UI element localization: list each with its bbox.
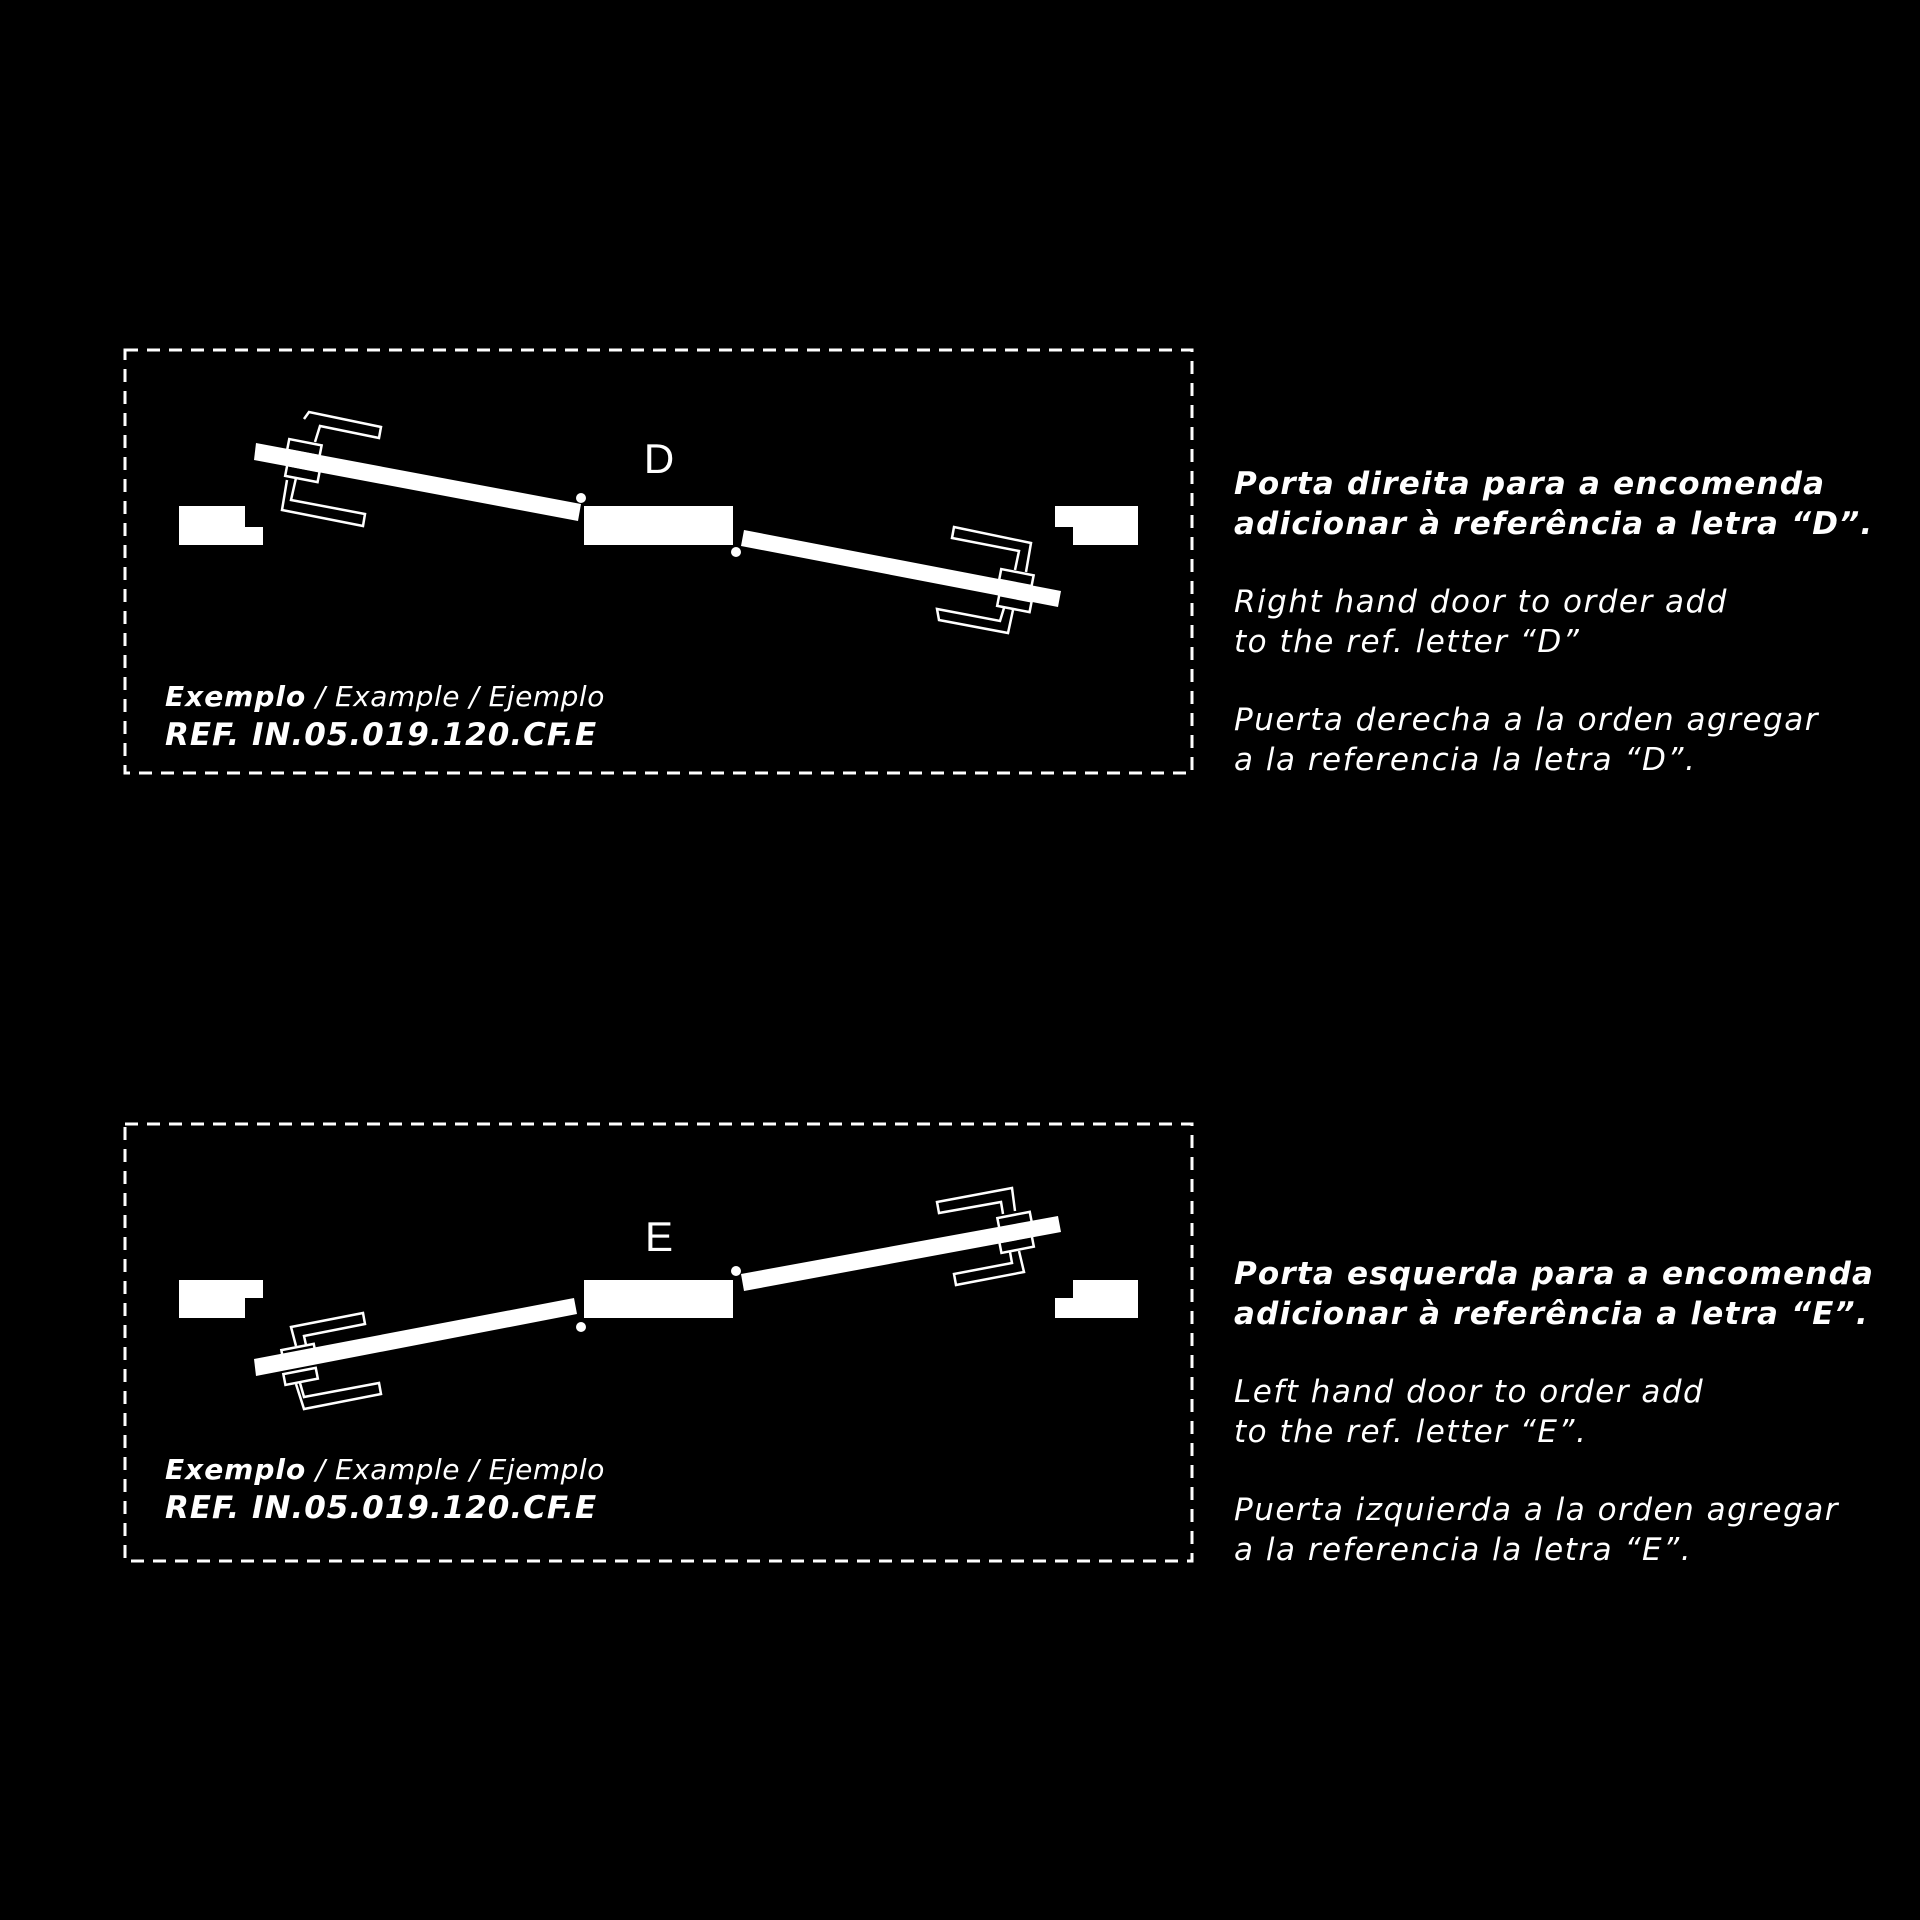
left-door-leaf <box>254 1298 577 1376</box>
left-wall-jamb <box>179 506 263 545</box>
example-caption <box>165 680 605 713</box>
center-post <box>584 1280 733 1318</box>
en-description-line-1: Right hand door to order add <box>1234 584 1728 620</box>
right-wall-jamb <box>1055 1280 1138 1318</box>
right-leaf-hinge <box>731 1266 741 1276</box>
es-description-line-2: a la referencia la letra “D”. <box>1234 742 1697 778</box>
es-description-line-2: a la referencia la letra “E”. <box>1234 1532 1693 1568</box>
en-description-line-2: to the ref. letter “D” <box>1234 624 1581 660</box>
center-post <box>584 506 733 545</box>
pt-description-line-2: adicionar à referência a letra “D”. <box>1234 506 1874 542</box>
en-description-line-2: to the ref. letter “E”. <box>1234 1414 1588 1450</box>
right-wall-jamb <box>1055 506 1138 545</box>
example-bold-label: Exemplo <box>165 680 307 713</box>
left-hand-door-panel <box>0 1103 1920 1583</box>
left-door-leaf <box>254 443 581 521</box>
example-caption <box>165 1453 605 1486</box>
es-description-line-1: Puerta izquierda a la orden agregar <box>1234 1492 1840 1528</box>
example-reference: REF. IN.05.019.120.CF.E <box>165 1490 598 1526</box>
left-leaf-hinge <box>576 493 586 503</box>
left-leaf-hinge <box>576 1322 586 1332</box>
left-hand-door-description <box>1234 1254 1894 1570</box>
right-hand-door-panel <box>0 330 1920 810</box>
example-reference: REF. IN.05.019.120.CF.E <box>165 717 598 753</box>
example-bold-label: Exemplo <box>165 1453 307 1486</box>
example-rest-label: / Example / Ejemplo <box>306 680 605 713</box>
right-hand-door-description <box>1234 464 1894 780</box>
right-door-leaf <box>741 530 1061 607</box>
example-rest-label: / Example / Ejemplo <box>306 1453 605 1486</box>
en-description-line-1: Left hand door to order add <box>1234 1374 1705 1410</box>
pt-description-line-2: adicionar à referência a letra “E”. <box>1234 1296 1869 1332</box>
pt-description-line-1: Porta esquerda para a encomenda <box>1234 1256 1875 1292</box>
left-wall-jamb <box>179 1280 263 1318</box>
pt-description-line-1: Porta direita para a encomenda <box>1234 466 1826 502</box>
door-letter-label: E <box>644 1213 674 1260</box>
door-letter-label: D <box>643 435 675 482</box>
right-leaf-hinge <box>731 547 741 557</box>
es-description-line-1: Puerta derecha a la orden agregar <box>1234 702 1819 738</box>
